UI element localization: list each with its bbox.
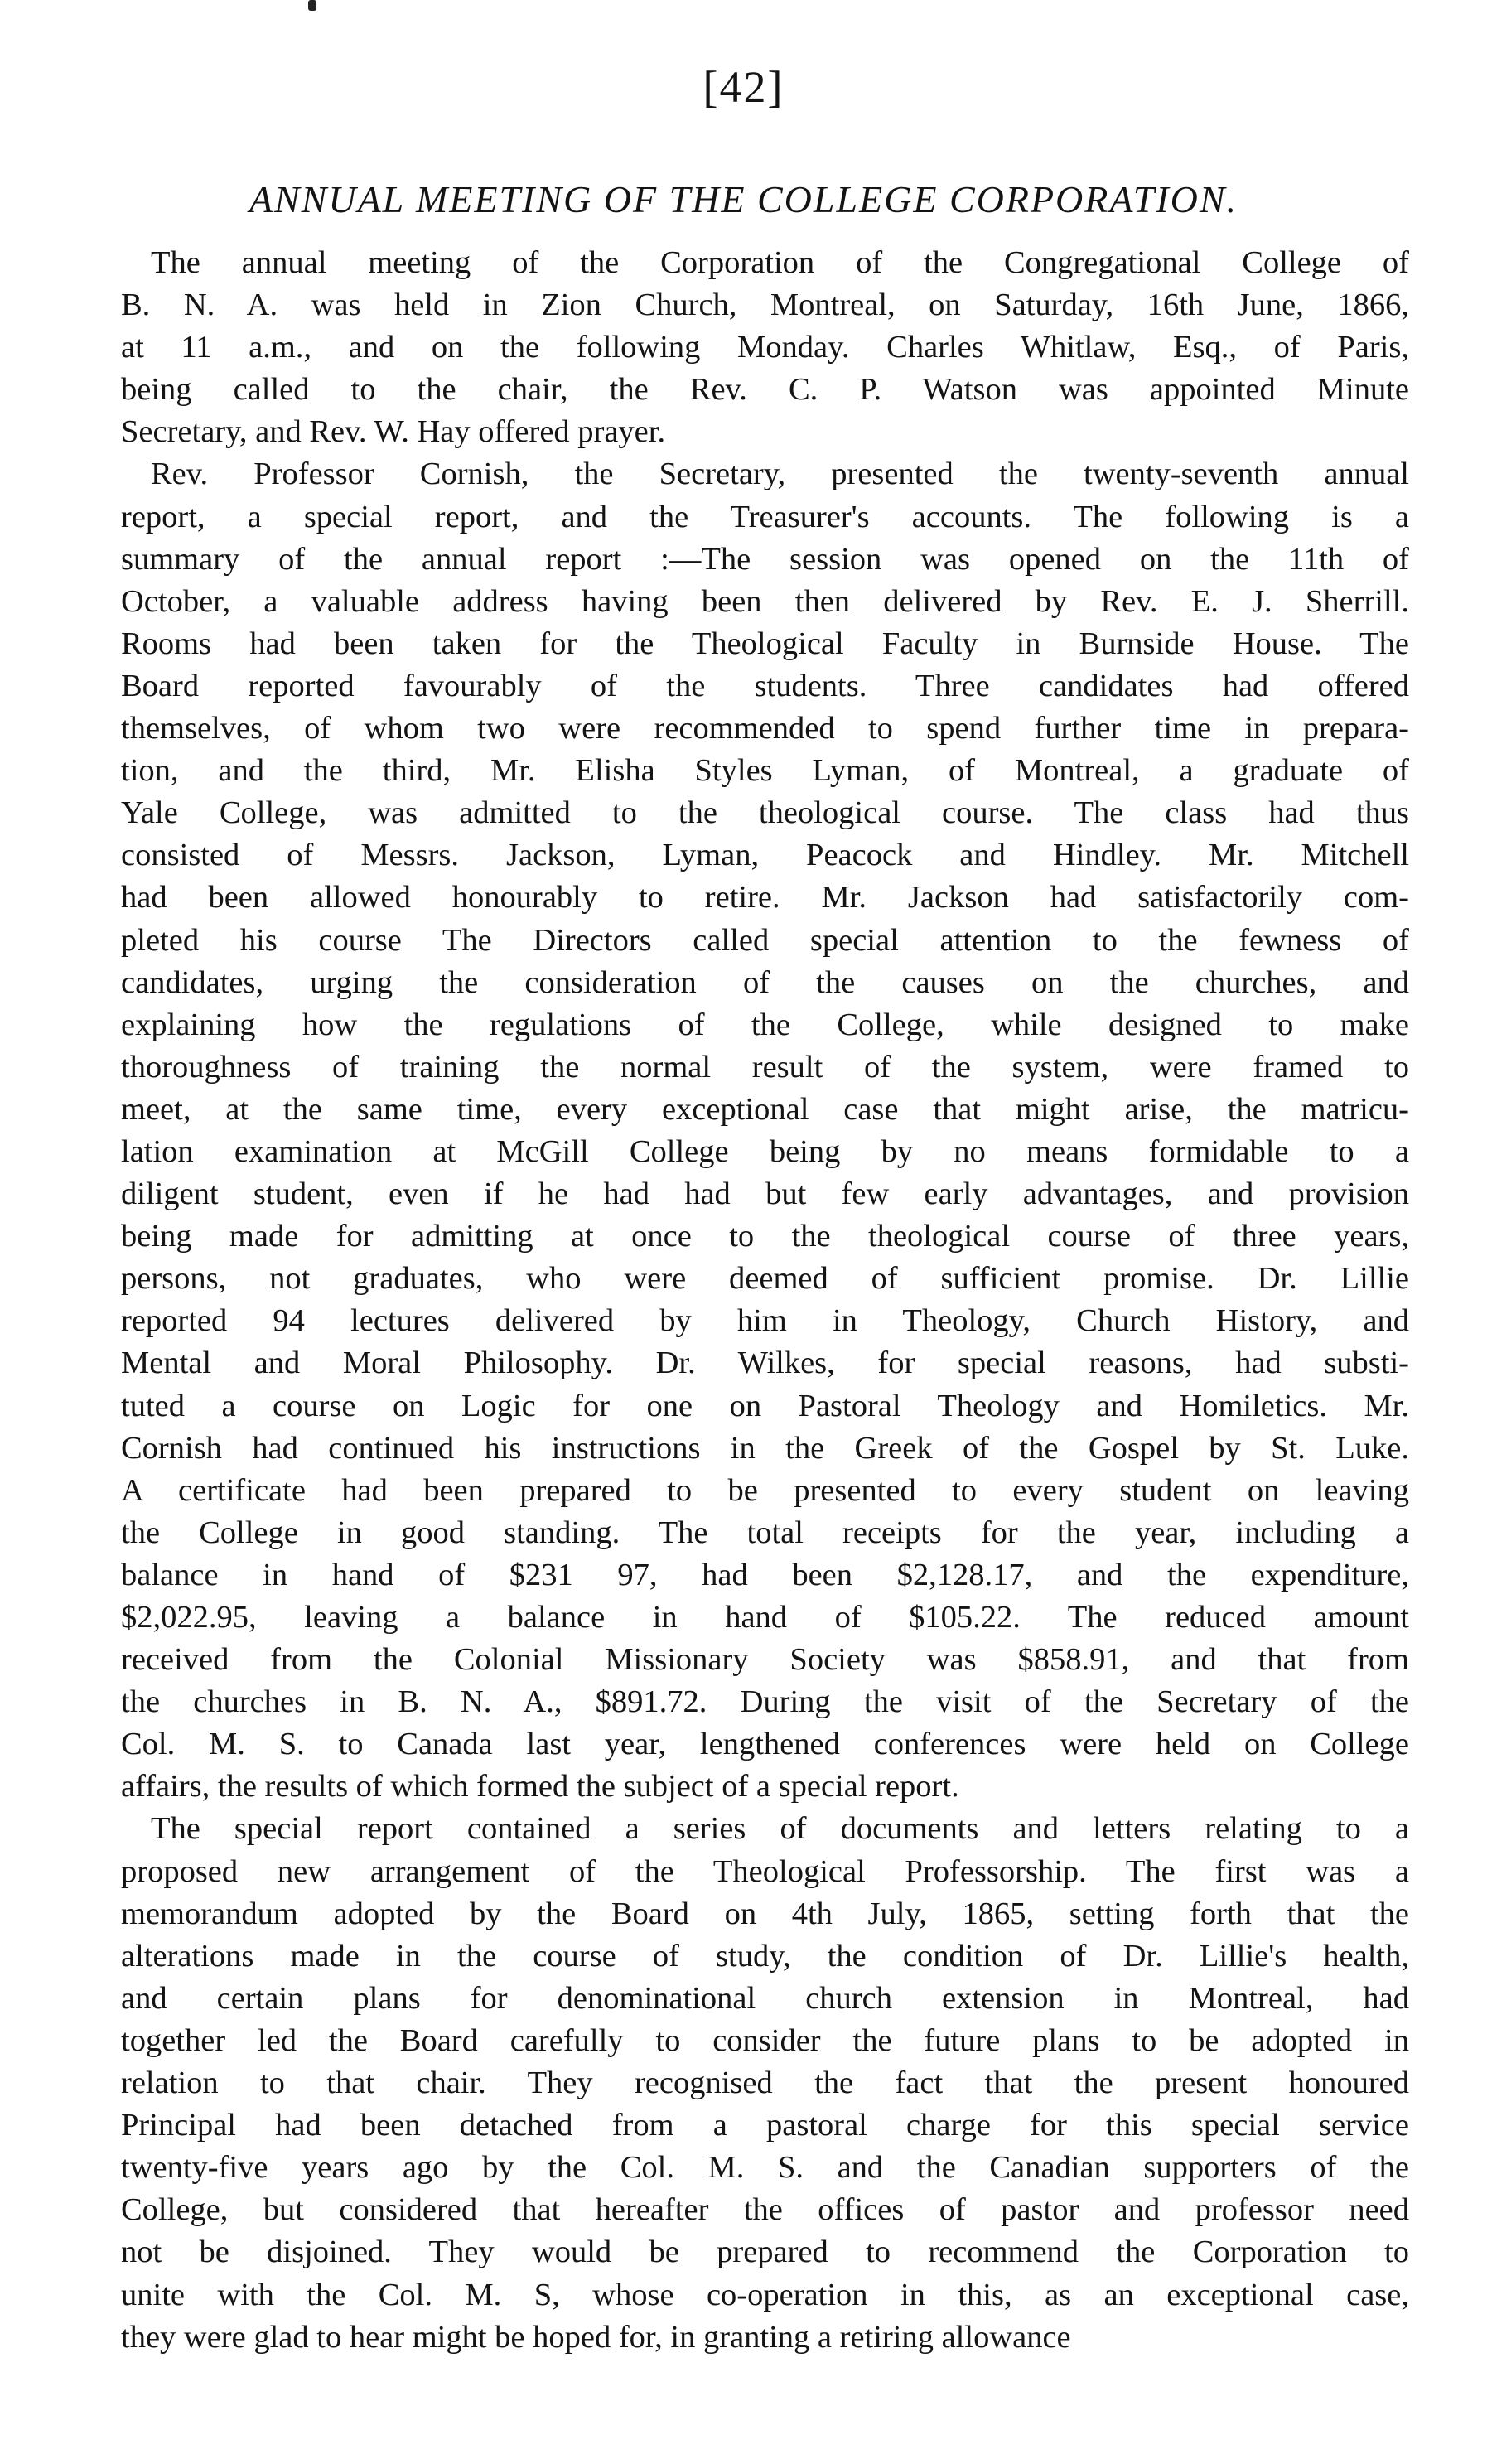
text-line: College, but considered that hereafter the offices of pastor and professor need bbox=[121, 2192, 1409, 2228]
text-line: explaining how the regulations of the College, while designed to make bbox=[121, 1007, 1409, 1042]
text-line: proposed new arrangement of the Theological Professorship. The first was a bbox=[121, 1853, 1409, 1889]
text-line: had been allowed honourably to retire. Mr. Jackson had satisfactorily com- bbox=[121, 880, 1409, 916]
text-line: Principal had been detached from a pastoral charge for this special service bbox=[121, 2108, 1409, 2143]
text-line: reported 94 lectures delivered by him in Theology, Church History, and bbox=[121, 1303, 1409, 1339]
text-line: pleted his course The Directors called special attention to the fewness of bbox=[121, 922, 1409, 958]
text-line: The annual meeting of the Corporation of the Congregational College of bbox=[151, 245, 1409, 280]
text-line: twenty-five years ago by the Col. M. S. and the Canadian supporters of the bbox=[121, 2150, 1409, 2186]
text-line: and certain plans for denominational church extension in Montreal, had bbox=[121, 1980, 1409, 2016]
text-line: the churches in B. N. A., $891.72. During the visit of the Secretary of the bbox=[121, 1684, 1409, 1720]
text-line: Mental and Moral Philosophy. Dr. Wilkes, for special reasons, had substi- bbox=[121, 1346, 1409, 1381]
text-line: A certificate had been prepared to be presented to every student on leaving bbox=[121, 1472, 1409, 1508]
text-line: unite with the Col. M. S, whose co-operation in this, as an exceptional case, bbox=[121, 2277, 1409, 2312]
ink-speck bbox=[308, 0, 316, 11]
paragraph bbox=[121, 1808, 1409, 2358]
text-line: affairs, the results of which formed the subject of a special report. bbox=[121, 1769, 959, 1805]
text-line: October, a valuable address having been then delivered by Rev. E. J. Sherrill. bbox=[121, 583, 1409, 619]
text-line: tion, and the third, Mr. Elisha Styles Lyman, of Montreal, a graduate of bbox=[121, 753, 1409, 789]
text-line: Rev. Professor Cornish, the Secretary, presented the twenty-seventh annual bbox=[151, 457, 1409, 492]
text-line: the College in good standing. The total receipts for the year, including a bbox=[121, 1515, 1409, 1550]
body-text bbox=[121, 242, 1409, 2359]
text-line: summary of the annual report :—The session was opened on the 11th of bbox=[121, 541, 1409, 577]
text-line: received from the Colonial Missionary Society was $858.91, and that from bbox=[121, 1642, 1409, 1678]
text-line: $2,022.95, leaving a balance in hand of $105.22. The reduced amount bbox=[121, 1600, 1409, 1635]
text-line: Col. M. S. to Canada last year, lengthened conferences were held on College bbox=[121, 1727, 1409, 1762]
text-line: Cornish had continued his instructions in the Greek of the Gospel by St. Luke. bbox=[121, 1430, 1409, 1466]
text-line: themselves, of whom two were recommended to spend further time in prepara- bbox=[121, 711, 1409, 746]
text-line: meet, at the same time, every exceptional case that might arise, the matricu- bbox=[121, 1091, 1409, 1127]
text-line: at 11 a.m., and on the following Monday. Charles Whitlaw, Esq., of Paris, bbox=[121, 330, 1409, 365]
text-line: memorandum adopted by the Board on 4th July, 1865, setting forth that the bbox=[121, 1896, 1409, 1931]
text-line: Board reported favourably of the students. Three candidates had offered bbox=[121, 668, 1409, 703]
text-line: tuted a course on Logic for one on Pastoral Theology and Homiletics. Mr. bbox=[121, 1388, 1409, 1423]
page-number: [42] bbox=[702, 62, 785, 112]
text-line: they were glad to hear might be hoped for, in granting a retiring allowance bbox=[121, 2319, 1071, 2355]
text-line: consisted of Messrs. Jackson, Lyman, Peacock and Hindley. Mr. Mitchell bbox=[121, 838, 1409, 873]
text-line: candidates, urging the consideration of the causes on the churches, and bbox=[121, 964, 1409, 1000]
text-line: thoroughness of training the normal result of the system, were framed to bbox=[121, 1049, 1409, 1085]
text-line: Rooms had been taken for the Theological Faculty in Burnside House. The bbox=[121, 626, 1409, 661]
text-line: not be disjoined. They would be prepared to recommend the Corporation to bbox=[121, 2235, 1409, 2270]
text-line: balance in hand of $231 97, had been $2,128.17, and the expenditure, bbox=[121, 1557, 1409, 1592]
text-line: Secretary, and Rev. W. Hay offered prayer. bbox=[121, 414, 666, 450]
text-line: Yale College, was admitted to the theological course. The class had thus bbox=[121, 795, 1409, 831]
page-heading: ANNUAL MEETING OF THE COLLEGE CORPORATION. bbox=[249, 178, 1238, 220]
text-line: The special report contained a series of documents and letters relating to a bbox=[151, 1811, 1409, 1847]
text-line: persons, not graduates, who were deemed of sufficient promise. Dr. Lillie bbox=[121, 1261, 1409, 1297]
text-line: relation to that chair. They recognised the fact that the present honoured bbox=[121, 2065, 1409, 2101]
paragraph bbox=[121, 453, 1409, 1808]
text-line: alterations made in the course of study, the condition of Dr. Lillie's health, bbox=[121, 1938, 1409, 1974]
paragraph bbox=[121, 242, 1409, 453]
text-line: lation examination at McGill College being by no means formidable to a bbox=[121, 1133, 1409, 1169]
text-line: together led the Board carefully to consider the future plans to be adopted in bbox=[121, 2022, 1409, 2058]
text-line: being called to the chair, the Rev. C. P. Watson was appointed Minute bbox=[121, 372, 1409, 408]
text-line: diligent student, even if he had had but few early advantages, and provision bbox=[121, 1176, 1409, 1212]
text-line: B. N. A. was held in Zion Church, Montreal, on Saturday, 16th June, 1866, bbox=[121, 287, 1409, 323]
text-line: being made for admitting at once to the theological course of three years, bbox=[121, 1219, 1409, 1254]
text-line: report, a special report, and the Treasurer's accounts. The following is a bbox=[121, 499, 1409, 534]
